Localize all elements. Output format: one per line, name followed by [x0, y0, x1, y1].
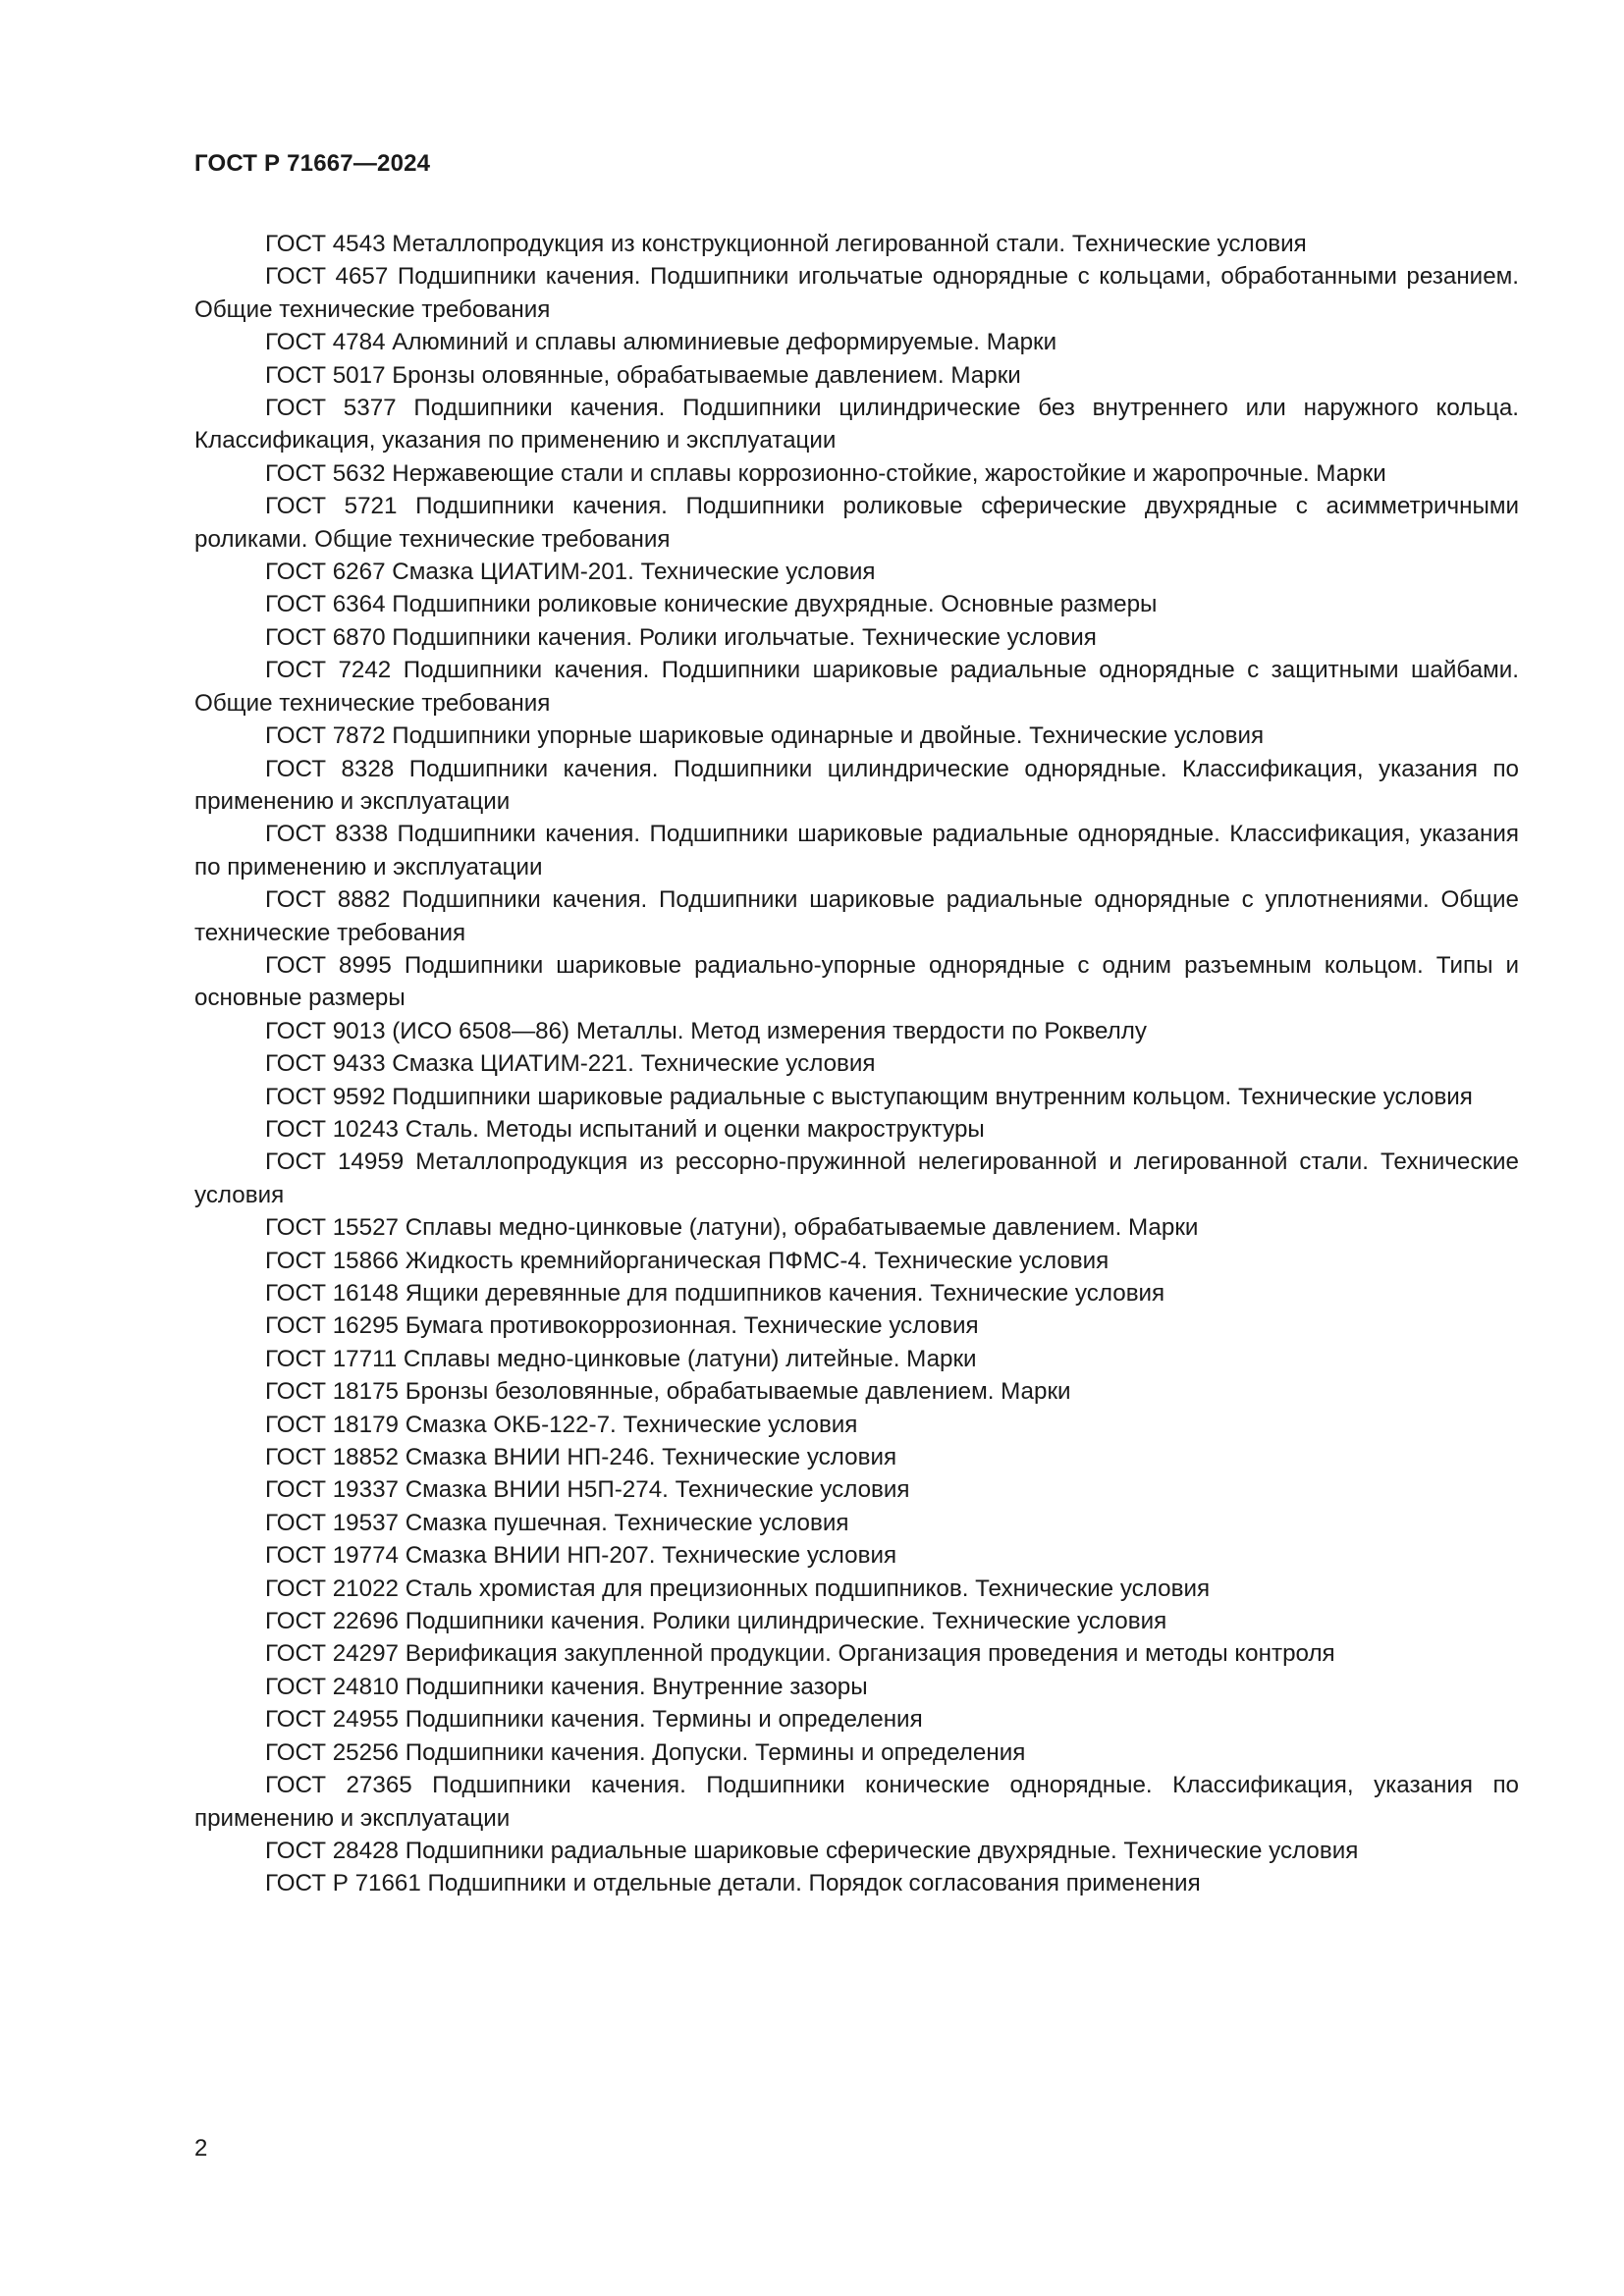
reference-item: ГОСТ 16148 Ящики деревянные для подшипников качения. Технические условия — [265, 1280, 1165, 1307]
reference-item: ГОСТ 5017 Бронзы оловянные, обрабатываемые давлением. Марки — [265, 361, 1021, 389]
reference-item: ГОСТ 4543 Металлопродукция из конструкционной легированной стали. Технические условия — [265, 231, 1307, 257]
reference-item: ГОСТ 4784 Алюминий и сплавы алюминиевые деформируемые. Марки — [265, 329, 1057, 356]
reference-item: ГОСТ 5377 Подшипники качения. Подшипники цилиндрические без внутреннего или наружного кольца. Классификация, указания по применению и эксплуатации — [194, 395, 1519, 454]
reference-item: ГОСТ 8882 Подшипники качения. Подшипники шариковые радиальные однорядные с уплотнениями. Общие технические требования — [194, 886, 1519, 946]
reference-item: ГОСТ 18179 Смазка ОКБ-122-7. Технические условия — [265, 1411, 858, 1438]
reference-item: ГОСТ 9433 Смазка ЦИАТИМ-221. Технические условия — [265, 1050, 876, 1078]
reference-item: ГОСТ 25256 Подшипники качения. Допуски. Термины и определения — [265, 1738, 1026, 1766]
reference-item: ГОСТ 5721 Подшипники качения. Подшипники роликовые сферические двухрядные с асимметричными роликами. Общие технические требования — [194, 493, 1519, 553]
reference-item: ГОСТ 8338 Подшипники качения. Подшипники шариковые радиальные однорядные. Классификация, указания по применению и эксплуатации — [194, 821, 1519, 881]
reference-item: ГОСТ 9592 Подшипники шариковые радиальные с выступающим внутренним кольцом. Технические условия — [265, 1083, 1473, 1110]
reference-item: ГОСТ 24955 Подшипники качения. Термины и определения — [265, 1706, 923, 1734]
reference-item: ГОСТ 15866 Жидкость кремнийорганическая ПФМС-4. Технические условия — [265, 1247, 1110, 1274]
reference-item: ГОСТ 6267 Смазка ЦИАТИМ-201. Технические условия — [265, 559, 876, 586]
reference-item: ГОСТ 22696 Подшипники качения. Ролики цилиндрические. Технические условия — [265, 1608, 1167, 1635]
reference-item: ГОСТ 5632 Нержавеющие стали и сплавы коррозионно-стойкие, жаростойкие и жаропрочные. Марки — [265, 459, 1386, 487]
reference-item: ГОСТ 19337 Смазка ВНИИ Н5П-274. Технические условия — [265, 1476, 910, 1504]
reference-item: ГОСТ 27365 Подшипники качения. Подшипники конические однорядные. Классификация, указания по применению и эксплуатации — [194, 1772, 1519, 1832]
reference-item: ГОСТ 18175 Бронзы безоловянные, обрабатываемые давлением. Марки — [265, 1378, 1071, 1406]
reference-item: ГОСТ 17711 Сплавы медно-цинковые (латуни) литейные. Марки — [265, 1345, 977, 1372]
reference-item: ГОСТ 28428 Подшипники радиальные шариковые сферические двухрядные. Технические условия — [265, 1837, 1359, 1864]
reference-item: ГОСТ 10243 Сталь. Методы испытаний и оценки макроструктуры — [265, 1115, 985, 1143]
reference-item: ГОСТ 21022 Сталь хромистая для прецизионных подшипников. Технические условия — [265, 1575, 1211, 1602]
reference-item: ГОСТ 6870 Подшипники качения. Ролики игольчатые. Технические условия — [265, 623, 1097, 651]
reference-item: ГОСТ 8995 Подшипники шариковые радиально-упорные однорядные с одним разъемным кольцом. Типы и основные размеры — [194, 951, 1519, 1012]
reference-item: ГОСТ 15527 Сплавы медно-цинковые (латуни), обрабатываемые давлением. Марки — [265, 1214, 1199, 1242]
reference-item: ГОСТ 19537 Смазка пушечная. Технические условия — [265, 1509, 849, 1536]
normative-references-list — [194, 228, 1519, 1900]
document-header: ГОСТ Р 71667—2024 — [194, 150, 431, 177]
reference-item: ГОСТ 8328 Подшипники качения. Подшипники цилиндрические однорядные. Классификация, указания по применению и эксплуатации — [194, 755, 1519, 815]
reference-item: ГОСТ 19774 Смазка ВНИИ НП-207. Технические условия — [265, 1542, 897, 1570]
reference-item: ГОСТ 18852 Смазка ВНИИ НП-246. Технические условия — [265, 1444, 897, 1471]
reference-item: ГОСТ Р 71661 Подшипники и отдельные детали. Порядок согласования применения — [265, 1870, 1201, 1897]
reference-item: ГОСТ 16295 Бумага противокоррозионная. Технические условия — [265, 1312, 979, 1340]
reference-item: ГОСТ 14959 Металлопродукция из рессорно-пружинной нелегированной и легированной стали. Технические условия — [194, 1148, 1519, 1208]
reference-item: ГОСТ 24297 Верификация закупленной продукции. Организация проведения и методы контроля — [265, 1640, 1335, 1668]
reference-item: ГОСТ 6364 Подшипники роликовые конические двухрядные. Основные размеры — [265, 591, 1158, 618]
reference-item: ГОСТ 24810 Подшипники качения. Внутренние зазоры — [265, 1673, 868, 1700]
reference-item: ГОСТ 7872 Подшипники упорные шариковые одинарные и двойные. Технические условия — [265, 722, 1265, 750]
reference-item: ГОСТ 9013 (ИСО 6508—86) Металлы. Метод измерения твердости по Роквеллу — [265, 1017, 1147, 1044]
page-number: 2 — [194, 2135, 208, 2162]
reference-item: ГОСТ 7242 Подшипники качения. Подшипники шариковые радиальные однорядные с защитными шайбами. Общие технические требования — [194, 657, 1519, 717]
reference-item: ГОСТ 4657 Подшипники качения. Подшипники игольчатые однорядные с кольцами, обработанными резанием. Общие технические требования — [194, 263, 1519, 323]
